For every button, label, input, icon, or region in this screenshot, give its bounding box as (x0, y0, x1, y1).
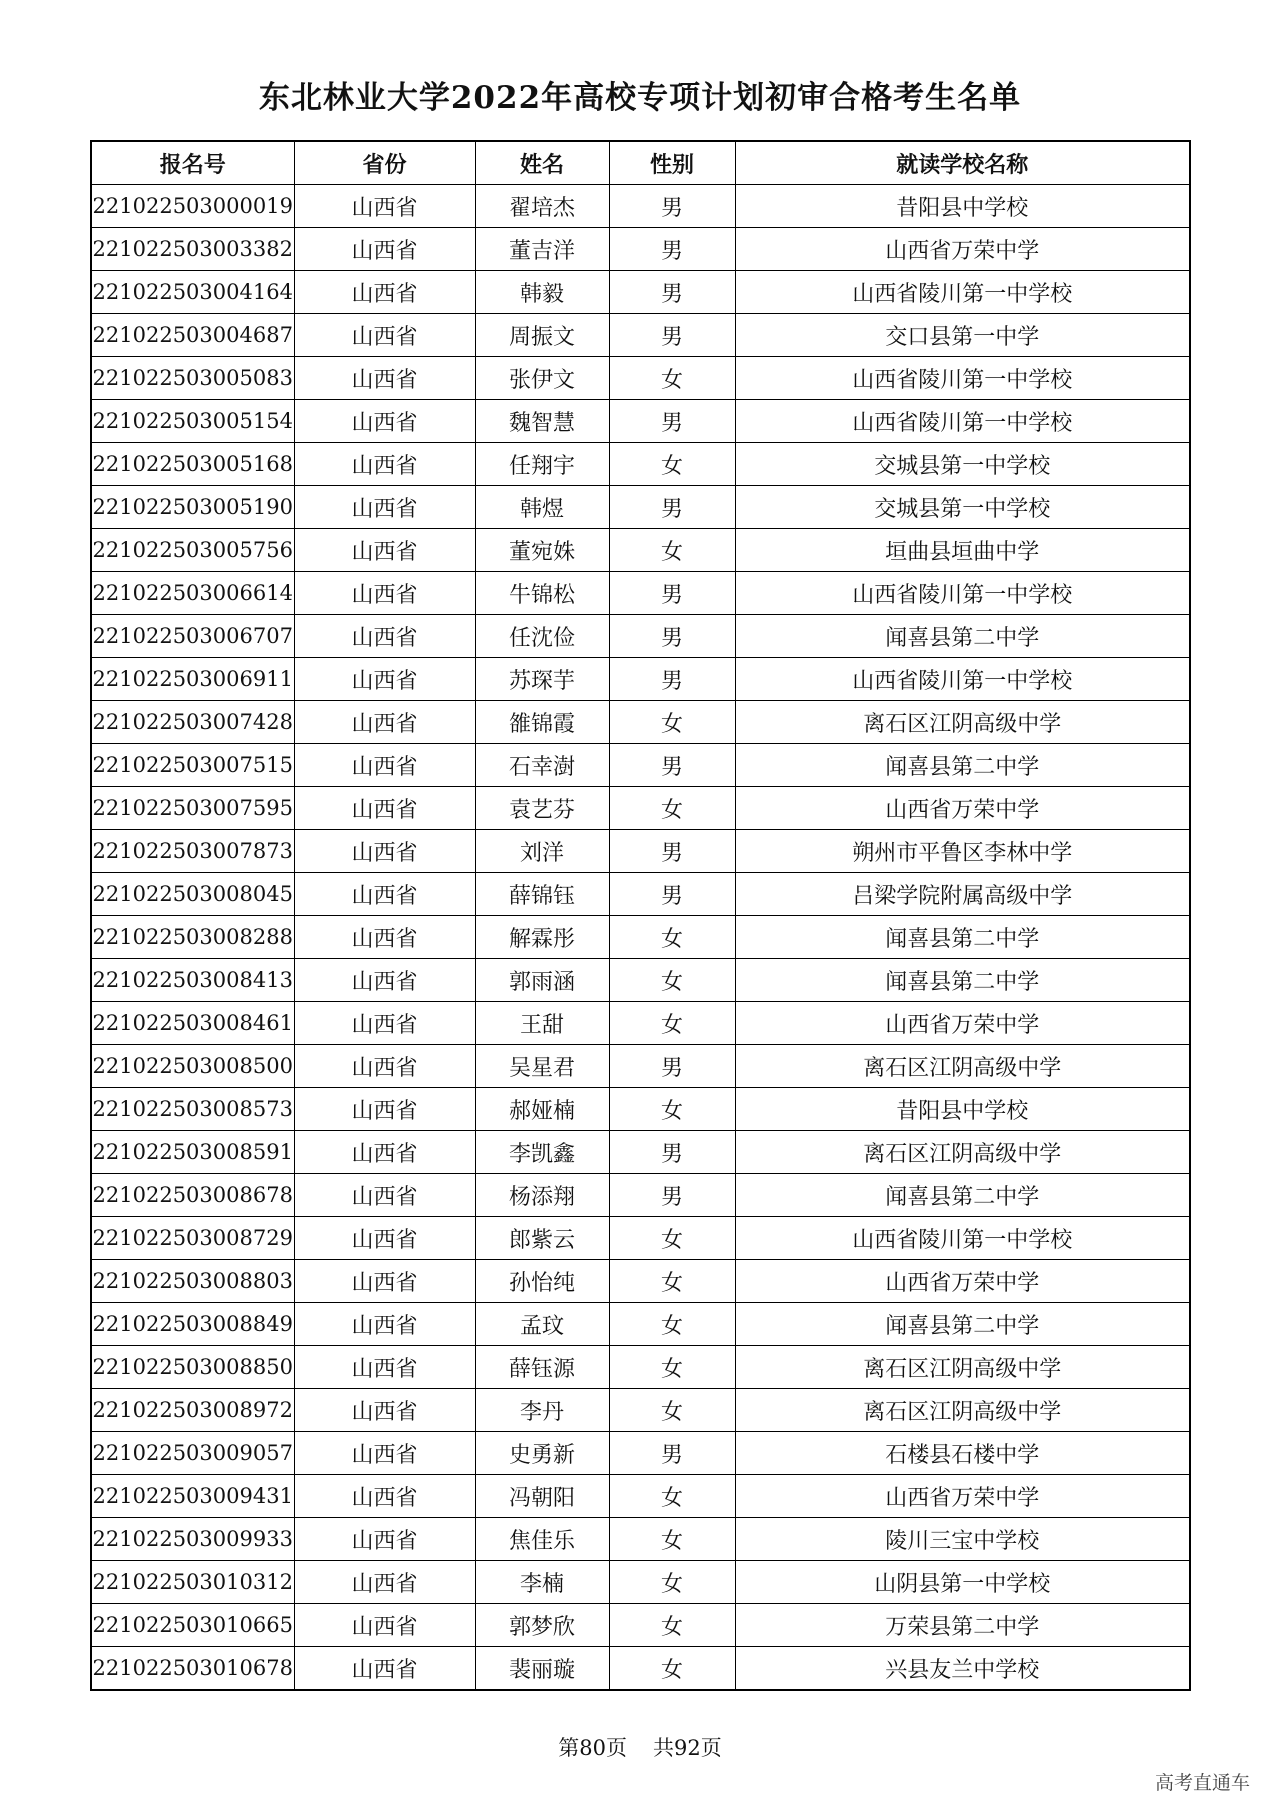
table-row (91, 787, 1190, 830)
name-cell: 苏琛芋 (475, 658, 609, 701)
registration-id-cell: 221022503006911 (91, 658, 294, 701)
table-row (91, 1432, 1190, 1475)
school-cell: 山西省陵川第一中学校 (735, 572, 1190, 615)
province-cell: 山西省 (294, 1389, 475, 1432)
name-cell: 冯朝阳 (475, 1475, 609, 1518)
province-cell: 山西省 (294, 1045, 475, 1088)
gender-cell: 男 (609, 830, 735, 873)
province-cell: 山西省 (294, 1647, 475, 1691)
name-cell: 薛锦钰 (475, 873, 609, 916)
registration-id-cell: 221022503008045 (91, 873, 294, 916)
school-cell: 离石区江阴高级中学 (735, 701, 1190, 744)
table-row (91, 529, 1190, 572)
table-row (91, 228, 1190, 271)
gender-cell: 男 (609, 486, 735, 529)
name-cell: 张伊文 (475, 357, 609, 400)
table-body (91, 185, 1190, 1691)
gender-cell: 女 (609, 529, 735, 572)
school-cell: 陵川三宝中学校 (735, 1518, 1190, 1561)
gender-cell: 女 (609, 1088, 735, 1131)
name-cell: 任沈俭 (475, 615, 609, 658)
gender-cell: 男 (609, 873, 735, 916)
registration-id-cell: 221022503010312 (91, 1561, 294, 1604)
registration-id-cell: 221022503008972 (91, 1389, 294, 1432)
school-cell: 山西省陵川第一中学校 (735, 658, 1190, 701)
name-cell: 郭雨涵 (475, 959, 609, 1002)
watermark: 高考直通车 (1154, 1772, 1250, 1794)
table-row (91, 701, 1190, 744)
gender-cell: 女 (609, 357, 735, 400)
province-cell: 山西省 (294, 744, 475, 787)
province-cell: 山西省 (294, 572, 475, 615)
table-row (91, 314, 1190, 357)
province-cell: 山西省 (294, 1088, 475, 1131)
registration-id-cell: 221022503005154 (91, 400, 294, 443)
gender-cell: 男 (609, 271, 735, 314)
gender-cell: 女 (609, 916, 735, 959)
name-cell: 牛锦松 (475, 572, 609, 615)
table-row (91, 1002, 1190, 1045)
province-cell: 山西省 (294, 1174, 475, 1217)
name-cell: 杨添翔 (475, 1174, 609, 1217)
gender-cell: 男 (609, 615, 735, 658)
province-cell: 山西省 (294, 1561, 475, 1604)
school-cell: 万荣县第二中学 (735, 1604, 1190, 1647)
table-row (91, 572, 1190, 615)
column-header-gender: 性别 (609, 141, 735, 185)
page-number: 第80页 (558, 1736, 627, 1760)
registration-id-cell: 221022503008573 (91, 1088, 294, 1131)
province-cell: 山西省 (294, 959, 475, 1002)
name-cell: 周振文 (475, 314, 609, 357)
gender-cell: 男 (609, 572, 735, 615)
registration-id-cell: 221022503008461 (91, 1002, 294, 1045)
registration-id-cell: 221022503007873 (91, 830, 294, 873)
registration-id-cell: 221022503010678 (91, 1647, 294, 1691)
province-cell: 山西省 (294, 228, 475, 271)
table-row (91, 744, 1190, 787)
school-cell: 山西省陵川第一中学校 (735, 400, 1190, 443)
registration-id-cell: 221022503008500 (91, 1045, 294, 1088)
school-cell: 山阴县第一中学校 (735, 1561, 1190, 1604)
school-cell: 闻喜县第二中学 (735, 916, 1190, 959)
province-cell: 山西省 (294, 1432, 475, 1475)
registration-id-cell: 221022503008803 (91, 1260, 294, 1303)
school-cell: 吕梁学院附属高级中学 (735, 873, 1190, 916)
gender-cell: 女 (609, 1260, 735, 1303)
table-row (91, 1604, 1190, 1647)
school-cell: 朔州市平鲁区李林中学 (735, 830, 1190, 873)
school-cell: 昔阳县中学校 (735, 185, 1190, 228)
page-title: 东北林业大学2022年高校专项计划初审合格考生名单 (258, 80, 1022, 116)
name-cell: 吴星君 (475, 1045, 609, 1088)
province-cell: 山西省 (294, 1604, 475, 1647)
registration-id-cell: 221022503008413 (91, 959, 294, 1002)
school-cell: 垣曲县垣曲中学 (735, 529, 1190, 572)
registration-id-cell: 221022503008729 (91, 1217, 294, 1260)
registration-id-cell: 221022503006707 (91, 615, 294, 658)
name-cell: 翟培杰 (475, 185, 609, 228)
table-row (91, 357, 1190, 400)
page-total: 共92页 (653, 1736, 722, 1760)
province-cell: 山西省 (294, 1217, 475, 1260)
school-cell: 交口县第一中学 (735, 314, 1190, 357)
province-cell: 山西省 (294, 1518, 475, 1561)
registration-id-cell: 221022503007515 (91, 744, 294, 787)
registration-id-cell: 221022503008591 (91, 1131, 294, 1174)
registration-id-cell: 221022503005756 (91, 529, 294, 572)
gender-cell: 男 (609, 1045, 735, 1088)
name-cell: 孟玟 (475, 1303, 609, 1346)
gender-cell: 男 (609, 314, 735, 357)
school-cell: 昔阳县中学校 (735, 1088, 1190, 1131)
province-cell: 山西省 (294, 1303, 475, 1346)
gender-cell: 女 (609, 1303, 735, 1346)
gender-cell: 女 (609, 1389, 735, 1432)
registration-id-cell: 221022503007428 (91, 701, 294, 744)
name-cell: 王甜 (475, 1002, 609, 1045)
school-cell: 交城县第一中学校 (735, 443, 1190, 486)
table-row (91, 658, 1190, 701)
registration-id-cell: 221022503005190 (91, 486, 294, 529)
province-cell: 山西省 (294, 271, 475, 314)
registration-id-cell: 221022503008288 (91, 916, 294, 959)
name-cell: 雒锦霞 (475, 701, 609, 744)
table-row (91, 400, 1190, 443)
gender-cell: 男 (609, 400, 735, 443)
table-row (91, 916, 1190, 959)
table-row (91, 486, 1190, 529)
table-row (91, 959, 1190, 1002)
registration-id-cell: 221022503006614 (91, 572, 294, 615)
name-cell: 袁艺芬 (475, 787, 609, 830)
table-row (91, 1303, 1190, 1346)
gender-cell: 男 (609, 658, 735, 701)
gender-cell: 女 (609, 1518, 735, 1561)
name-cell: 解霖彤 (475, 916, 609, 959)
column-header-name: 姓名 (475, 141, 609, 185)
school-cell: 离石区江阴高级中学 (735, 1131, 1190, 1174)
name-cell: 郎紫云 (475, 1217, 609, 1260)
registration-id-cell: 221022503005168 (91, 443, 294, 486)
gender-cell: 女 (609, 1475, 735, 1518)
province-cell: 山西省 (294, 830, 475, 873)
name-cell: 李凯鑫 (475, 1131, 609, 1174)
school-cell: 交城县第一中学校 (735, 486, 1190, 529)
province-cell: 山西省 (294, 787, 475, 830)
table-row (91, 185, 1190, 228)
table-row (91, 1217, 1190, 1260)
school-cell: 山西省陵川第一中学校 (735, 357, 1190, 400)
table-row (91, 615, 1190, 658)
column-header-school: 就读学校名称 (735, 141, 1190, 185)
table-row (91, 1174, 1190, 1217)
school-cell: 闻喜县第二中学 (735, 615, 1190, 658)
school-cell: 山西省陵川第一中学校 (735, 1217, 1190, 1260)
school-cell: 山西省陵川第一中学校 (735, 271, 1190, 314)
school-cell: 山西省万荣中学 (735, 1475, 1190, 1518)
gender-cell: 女 (609, 1346, 735, 1389)
name-cell: 郭梦欣 (475, 1604, 609, 1647)
school-cell: 闻喜县第二中学 (735, 1303, 1190, 1346)
province-cell: 山西省 (294, 1260, 475, 1303)
province-cell: 山西省 (294, 1346, 475, 1389)
school-cell: 闻喜县第二中学 (735, 744, 1190, 787)
province-cell: 山西省 (294, 1002, 475, 1045)
registration-id-cell: 221022503009431 (91, 1475, 294, 1518)
school-cell: 兴县友兰中学校 (735, 1647, 1190, 1691)
gender-cell: 男 (609, 185, 735, 228)
province-cell: 山西省 (294, 916, 475, 959)
name-cell: 李丹 (475, 1389, 609, 1432)
table-row (91, 271, 1190, 314)
registration-id-cell: 221022503004687 (91, 314, 294, 357)
page-footer (0, 1732, 1280, 1762)
name-cell: 史勇新 (475, 1432, 609, 1475)
table-header-row (91, 141, 1190, 185)
registration-id-cell: 221022503005083 (91, 357, 294, 400)
province-cell: 山西省 (294, 1475, 475, 1518)
registration-id-cell: 221022503000019 (91, 185, 294, 228)
gender-cell: 女 (609, 1647, 735, 1691)
table-row (91, 1045, 1190, 1088)
province-cell: 山西省 (294, 185, 475, 228)
province-cell: 山西省 (294, 400, 475, 443)
gender-cell: 男 (609, 228, 735, 271)
gender-cell: 女 (609, 1604, 735, 1647)
school-cell: 石楼县石楼中学 (735, 1432, 1190, 1475)
column-header-province: 省份 (294, 141, 475, 185)
table-row (91, 443, 1190, 486)
table-row (91, 873, 1190, 916)
province-cell: 山西省 (294, 443, 475, 486)
name-cell: 韩毅 (475, 271, 609, 314)
gender-cell: 女 (609, 1002, 735, 1045)
gender-cell: 男 (609, 1432, 735, 1475)
school-cell: 山西省万荣中学 (735, 1002, 1190, 1045)
table-row (91, 1389, 1190, 1432)
table-row (91, 1131, 1190, 1174)
school-cell: 山西省万荣中学 (735, 1260, 1190, 1303)
province-cell: 山西省 (294, 658, 475, 701)
name-cell: 韩煜 (475, 486, 609, 529)
registration-id-cell: 221022503003382 (91, 228, 294, 271)
registration-id-cell: 221022503009057 (91, 1432, 294, 1475)
school-cell: 离石区江阴高级中学 (735, 1346, 1190, 1389)
registration-id-cell: 221022503008849 (91, 1303, 294, 1346)
name-cell: 董宛姝 (475, 529, 609, 572)
name-cell: 焦佳乐 (475, 1518, 609, 1561)
name-cell: 石幸澍 (475, 744, 609, 787)
gender-cell: 男 (609, 1131, 735, 1174)
school-cell: 山西省万荣中学 (735, 228, 1190, 271)
school-cell: 离石区江阴高级中学 (735, 1045, 1190, 1088)
name-cell: 孙怡纯 (475, 1260, 609, 1303)
name-cell: 董吉洋 (475, 228, 609, 271)
gender-cell: 女 (609, 959, 735, 1002)
name-cell: 李楠 (475, 1561, 609, 1604)
school-cell: 闻喜县第二中学 (735, 1174, 1190, 1217)
gender-cell: 女 (609, 787, 735, 830)
province-cell: 山西省 (294, 529, 475, 572)
table-row (91, 1260, 1190, 1303)
registration-id-cell: 221022503010665 (91, 1604, 294, 1647)
province-cell: 山西省 (294, 1131, 475, 1174)
province-cell: 山西省 (294, 314, 475, 357)
registration-id-cell: 221022503004164 (91, 271, 294, 314)
table-row (91, 1475, 1190, 1518)
name-cell: 薛钰源 (475, 1346, 609, 1389)
school-cell: 离石区江阴高级中学 (735, 1389, 1190, 1432)
gender-cell: 男 (609, 1174, 735, 1217)
table-row (91, 1088, 1190, 1131)
province-cell: 山西省 (294, 873, 475, 916)
column-header-registration-id: 报名号 (91, 141, 294, 185)
name-cell: 刘洋 (475, 830, 609, 873)
name-cell: 郝娅楠 (475, 1088, 609, 1131)
school-cell: 山西省万荣中学 (735, 787, 1190, 830)
table-row (91, 1346, 1190, 1389)
gender-cell: 女 (609, 701, 735, 744)
registration-id-cell: 221022503007595 (91, 787, 294, 830)
province-cell: 山西省 (294, 357, 475, 400)
candidate-table (90, 140, 1191, 1691)
gender-cell: 女 (609, 1561, 735, 1604)
table-row (91, 1561, 1190, 1604)
name-cell: 裴丽璇 (475, 1647, 609, 1691)
registration-id-cell: 221022503008678 (91, 1174, 294, 1217)
name-cell: 任翔宇 (475, 443, 609, 486)
province-cell: 山西省 (294, 486, 475, 529)
gender-cell: 女 (609, 443, 735, 486)
registration-id-cell: 221022503009933 (91, 1518, 294, 1561)
gender-cell: 女 (609, 1217, 735, 1260)
school-cell: 闻喜县第二中学 (735, 959, 1190, 1002)
table-row (91, 1518, 1190, 1561)
name-cell: 魏智慧 (475, 400, 609, 443)
table-row (91, 1647, 1190, 1691)
gender-cell: 男 (609, 744, 735, 787)
province-cell: 山西省 (294, 701, 475, 744)
registration-id-cell: 221022503008850 (91, 1346, 294, 1389)
province-cell: 山西省 (294, 615, 475, 658)
table-row (91, 830, 1190, 873)
